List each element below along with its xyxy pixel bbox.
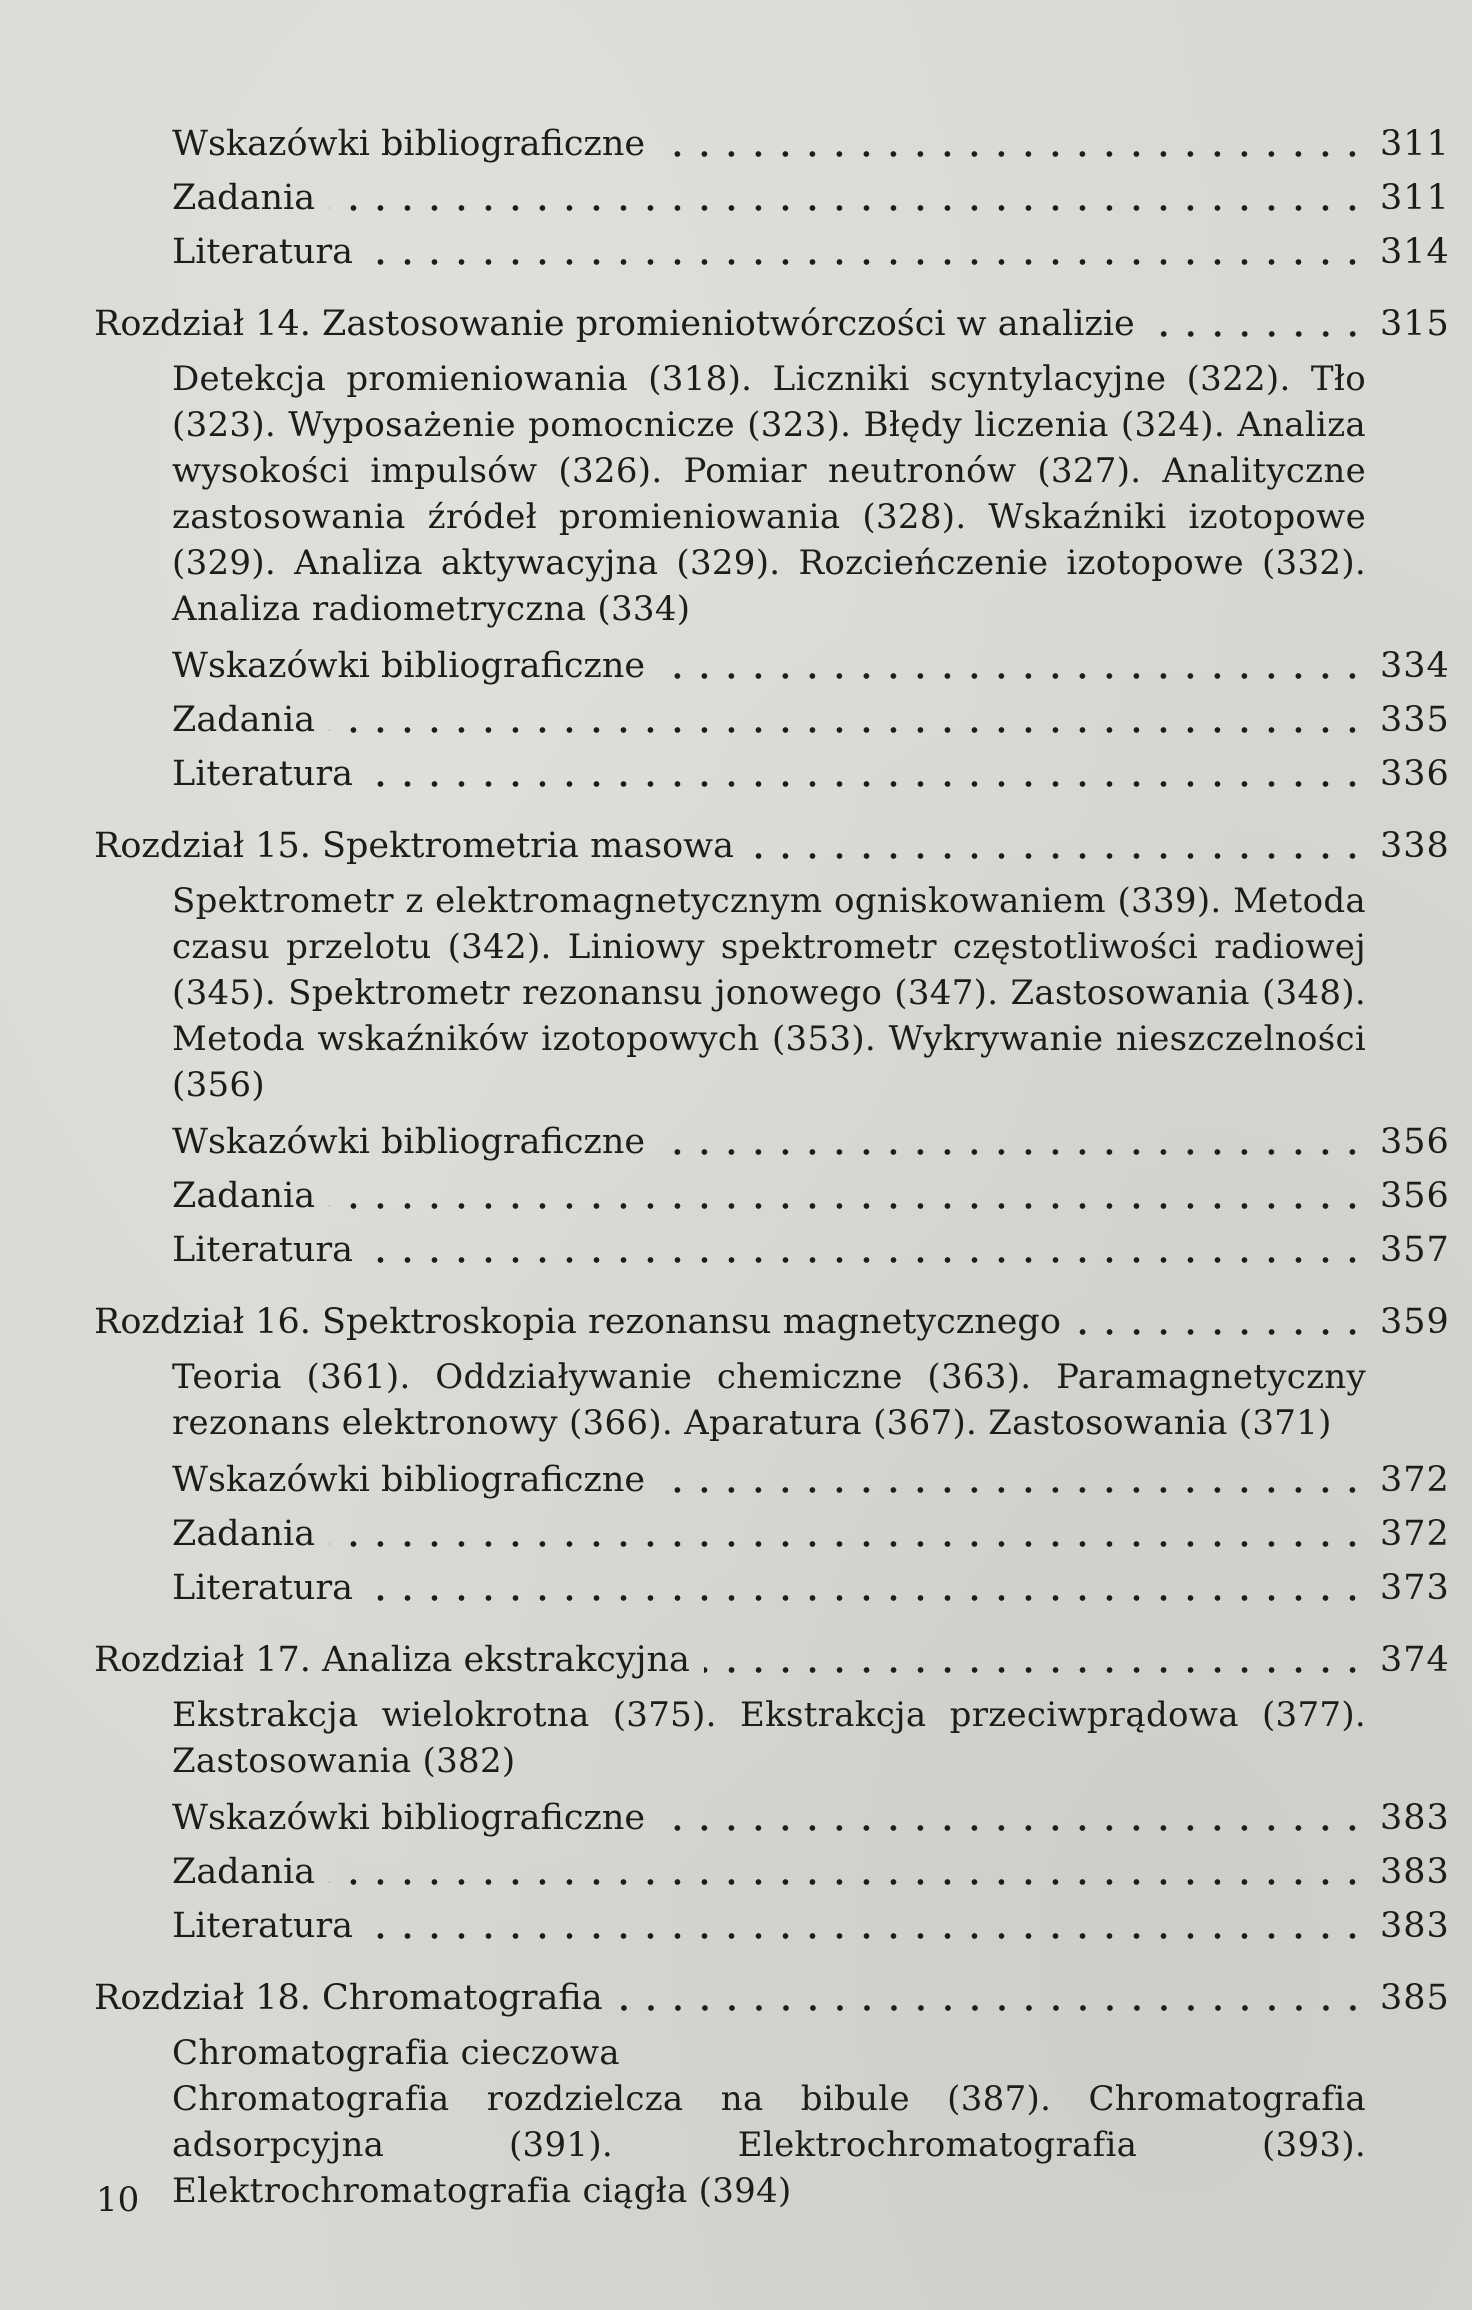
dot-leader <box>748 850 1366 862</box>
dot-leader <box>367 778 1366 790</box>
entry-label: Zadania <box>172 1852 316 1892</box>
dot-leader <box>329 202 1366 214</box>
chapter-15-heading[interactable] <box>94 820 1450 872</box>
toc-entry[interactable] <box>94 640 1450 692</box>
entry-page: 314 <box>1380 232 1450 272</box>
entry-label: Zadania <box>172 178 316 218</box>
toc-entry[interactable] <box>94 226 1450 278</box>
entry-page: 356 <box>1380 1176 1450 1216</box>
dot-leader <box>659 1146 1366 1158</box>
chapter-title: Rozdział 15. Spektrometria masowa <box>94 826 734 866</box>
chapter-page: 374 <box>1380 1640 1450 1680</box>
entry-page: 357 <box>1380 1230 1450 1270</box>
entry-label: Literatura <box>172 1906 354 1946</box>
entry-page: 373 <box>1380 1568 1450 1608</box>
entry-label: Wskazówki bibliograficzne <box>172 646 646 686</box>
entry-page: 311 <box>1380 124 1450 164</box>
description-text: Detekcja promieniowania (318). Liczniki scyntylacyjne (322). Tło (323). Wyposażenie pomocnicze (323). Błędy liczenia (324). Analiza wysokości impulsów (326). Pomiar neutronów (327). Analityczne zastosowania źródeł promieniowania (328). Wskaźniki izotopowe (329). Analiza aktywacyjna (329). Rozcieńczenie izotopowe (332). Analiza radiometryczna (334) <box>172 359 1366 629</box>
dot-leader <box>367 1254 1366 1266</box>
entry-label: Wskazówki bibliograficzne <box>172 124 646 164</box>
toc-entry[interactable] <box>94 1454 1450 1506</box>
chapter-17-heading[interactable] <box>94 1634 1450 1686</box>
entry-label: Zadania <box>172 1514 316 1554</box>
chapter-title: Rozdział 18. Chromatografia <box>94 1978 603 2018</box>
toc-entry[interactable] <box>94 1170 1450 1222</box>
entry-page: 336 <box>1380 754 1450 794</box>
entry-label: Zadania <box>172 700 316 740</box>
chapter-title: Rozdział 14. Zastosowanie promieniotwórczości w analizie <box>94 304 1135 344</box>
entry-page: 372 <box>1380 1460 1450 1500</box>
chapter-18-description <box>94 2030 1444 2214</box>
chapter-page: 385 <box>1380 1978 1450 2018</box>
entry-page: 383 <box>1380 1798 1450 1838</box>
entry-label: Literatura <box>172 754 354 794</box>
toc-entry[interactable] <box>94 1224 1450 1276</box>
description-text: Teoria (361). Oddziaływanie chemiczne (363). Paramagnetyczny rezonans elektronowy (366). Aparatura (367). Zastosowania (371) <box>172 1357 1366 1443</box>
entry-page: 335 <box>1380 700 1450 740</box>
dot-leader <box>659 670 1366 682</box>
entry-label: Literatura <box>172 1230 354 1270</box>
chapter-14-heading[interactable] <box>94 298 1450 350</box>
dot-leader <box>367 1592 1366 1604</box>
chapter-14-description <box>94 356 1444 632</box>
chapter-18-heading[interactable] <box>94 1972 1450 2024</box>
toc-entry[interactable] <box>94 1846 1450 1898</box>
dot-leader <box>1075 1326 1366 1338</box>
chapter-title: Rozdział 16. Spektroskopia rezonansu magnetycznego <box>94 1302 1061 1342</box>
dot-leader <box>329 1538 1366 1550</box>
entry-label: Zadania <box>172 1176 316 1216</box>
page-number: 10 <box>96 2180 140 2220</box>
entry-page: 383 <box>1380 1906 1450 1946</box>
toc-entry[interactable] <box>94 1900 1450 1952</box>
chapter-page: 359 <box>1380 1302 1450 1342</box>
entry-page: 334 <box>1380 646 1450 686</box>
toc-entry[interactable] <box>94 172 1450 224</box>
entry-page: 311 <box>1380 178 1450 218</box>
chapter-16-description <box>94 1354 1444 1446</box>
dot-leader <box>704 1664 1366 1676</box>
chapter-page: 338 <box>1380 826 1450 866</box>
dot-leader <box>659 1484 1366 1496</box>
entry-page: 372 <box>1380 1514 1450 1554</box>
chapter-16-heading[interactable] <box>94 1296 1450 1348</box>
dot-leader <box>329 1876 1366 1888</box>
toc-entry[interactable] <box>94 118 1450 170</box>
entry-label: Wskazówki bibliograficzne <box>172 1798 646 1838</box>
entry-page: 356 <box>1380 1122 1450 1162</box>
dot-leader <box>329 1200 1366 1212</box>
entry-page: 383 <box>1380 1852 1450 1892</box>
toc-entry[interactable] <box>94 1792 1450 1844</box>
description-text: Spektrometr z elektromagnetycznym ogniskowaniem (339). Metoda czasu przelotu (342). Liniowy spektrometr częstotliwości radiowej (345). Spektrometr rezonansu jonowego (347). Zastosowania (348). Metoda wskaźników izotopowych (353). Wykrywanie nieszczelności (356) <box>172 881 1366 1105</box>
chapter-17-description <box>94 1692 1444 1784</box>
description-text: Ekstrakcja wielokrotna (375). Ekstrakcja przeciwprądowa (377). Zastosowania (382) <box>172 1695 1366 1781</box>
toc-entry[interactable] <box>94 694 1450 746</box>
chapter-page: 315 <box>1380 304 1450 344</box>
dot-leader <box>329 724 1366 736</box>
dot-leader <box>659 148 1366 160</box>
description-text: Chromatografia rozdzielcza na bibule (387). Chromatografia adsorpcyjna (391). Elektrochromatografia (393). Elektrochromatografia ciągła (394) <box>172 2079 1366 2211</box>
dot-leader <box>659 1822 1366 1834</box>
dot-leader <box>367 256 1366 268</box>
toc-entry[interactable] <box>94 1508 1450 1560</box>
dot-leader <box>617 2002 1366 2014</box>
entry-label: Literatura <box>172 1568 354 1608</box>
description-subheading: Chromatografia cieczowa <box>172 2033 620 2073</box>
table-of-contents <box>94 118 1450 2222</box>
dot-leader <box>1149 328 1366 340</box>
entry-label: Wskazówki bibliograficzne <box>172 1460 646 1500</box>
toc-entry[interactable] <box>94 1562 1450 1614</box>
chapter-15-description <box>94 878 1444 1108</box>
dot-leader <box>367 1930 1366 1942</box>
chapter-title: Rozdział 17. Analiza ekstrakcyjna <box>94 1640 690 1680</box>
entry-label: Literatura <box>172 232 354 272</box>
toc-entry[interactable] <box>94 1116 1450 1168</box>
entry-label: Wskazówki bibliograficzne <box>172 1122 646 1162</box>
toc-entry[interactable] <box>94 748 1450 800</box>
